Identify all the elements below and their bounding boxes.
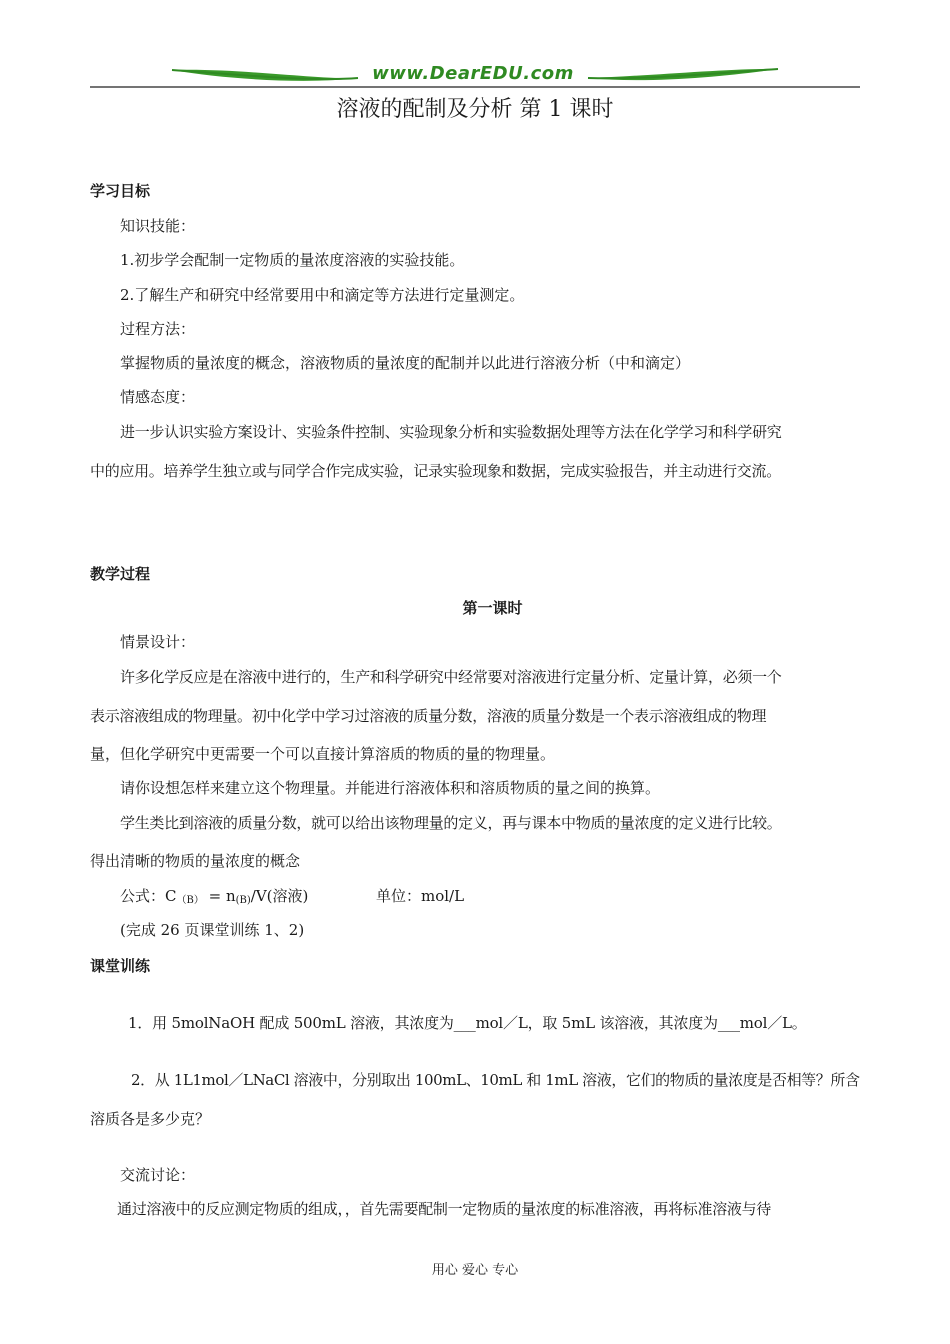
practice-question-2-line-1: 2．从 1L1mol／LNaCl 溶液中，分别取出 100mL、10mL 和 1mL 溶液，它们的物质的量浓度是否相等？所含 <box>131 1071 860 1089</box>
header-banner <box>90 62 860 90</box>
discussion-label: 交流讨论： <box>120 1166 196 1184</box>
formula-suffix: /V(溶液) <box>250 887 309 905</box>
formula-line <box>120 886 308 911</box>
scene-label: 情景设计： <box>120 633 196 651</box>
practice-heading: 课堂训练 <box>90 957 151 975</box>
attitude-text-line-1: 进一步认识实验方案设计、实验条件控制、实验现象分析和实验数据处理等方法在化学学习和科学研究 <box>120 423 782 441</box>
analogy-text-line-2: 得出清晰的物质的量浓度的概念 <box>90 852 301 870</box>
formula-middle: = n <box>203 887 236 905</box>
attitude-text-line-2: 中的应用。培养学生独立或与同学合作完成实验，记录实验现象和数据，完成实验报告，并主动进行交流。 <box>90 462 781 480</box>
question-line: 请你设想怎样来建立这个物理量。并能进行溶液体积和溶质物质的量之间的换算。 <box>120 779 661 797</box>
attitude-label: 情感态度： <box>120 388 196 406</box>
practice-question-1: 1．用 5molNaOH 配成 500mL 溶液，其浓度为___mol／L，取 5mL 该溶液，其浓度为___mol／L。 <box>128 1014 807 1032</box>
knowledge-item-2: 2.了解生产和研究中经常要用中和滴定等方法进行定量测定。 <box>120 286 525 304</box>
scene-text-line-2: 表示溶液组成的物理量。初中化学中学习过溶液的质量分数，溶液的质量分数是一个表示溶液组成的物理 <box>90 707 767 725</box>
complete-exercise-note: (完成 26 页课堂训练 1、2) <box>120 921 305 939</box>
lesson-heading: 第一课时 <box>462 599 523 617</box>
discussion-text-line-1: 通过溶液中的反应测定物质的组成，，首先需要配制一定物质的量浓度的标准溶液，再将标准溶液与待 <box>117 1200 772 1218</box>
formula-unit: 单位：mol/L <box>376 887 465 905</box>
page-footer: 用心 爱心 专心 <box>431 1263 519 1278</box>
knowledge-item-1: 1.初步学会配制一定物质的量浓度溶液的实验技能。 <box>120 251 465 269</box>
formula-subscript-b2: (B) <box>235 895 251 906</box>
knowledge-label: 知识技能： <box>120 217 196 235</box>
page-title: 溶液的配制及分析 第 1 课时 <box>336 97 614 122</box>
practice-question-2-line-2: 溶质各是多少克？ <box>90 1110 211 1128</box>
formula-prefix: 公式：C <box>120 887 177 905</box>
objectives-heading: 学习目标 <box>90 182 151 200</box>
header-logo-text: www.DearEDU.com <box>372 63 574 84</box>
process-label: 过程方法： <box>120 320 196 338</box>
scene-text-line-3: 量，但化学研究中更需要一个可以直接计算溶质的物质的量的物理量。 <box>90 745 556 763</box>
process-text: 掌握物质的量浓度的概念，溶液物质的量浓度的配制并以此进行溶液分析（中和滴定） <box>120 354 691 372</box>
analogy-text-line-1: 学生类比到溶液的质量分数，就可以给出该物理量的定义，再与课本中物质的量浓度的定义进行比较。 <box>120 814 782 832</box>
process-heading: 教学过程 <box>90 565 151 583</box>
formula-subscript-b: （B） <box>176 895 204 906</box>
scene-text-line-1: 许多化学反应是在溶液中进行的，生产和科学研究中经常要对溶液进行定量分析、定量计算，必须一个 <box>120 668 782 686</box>
